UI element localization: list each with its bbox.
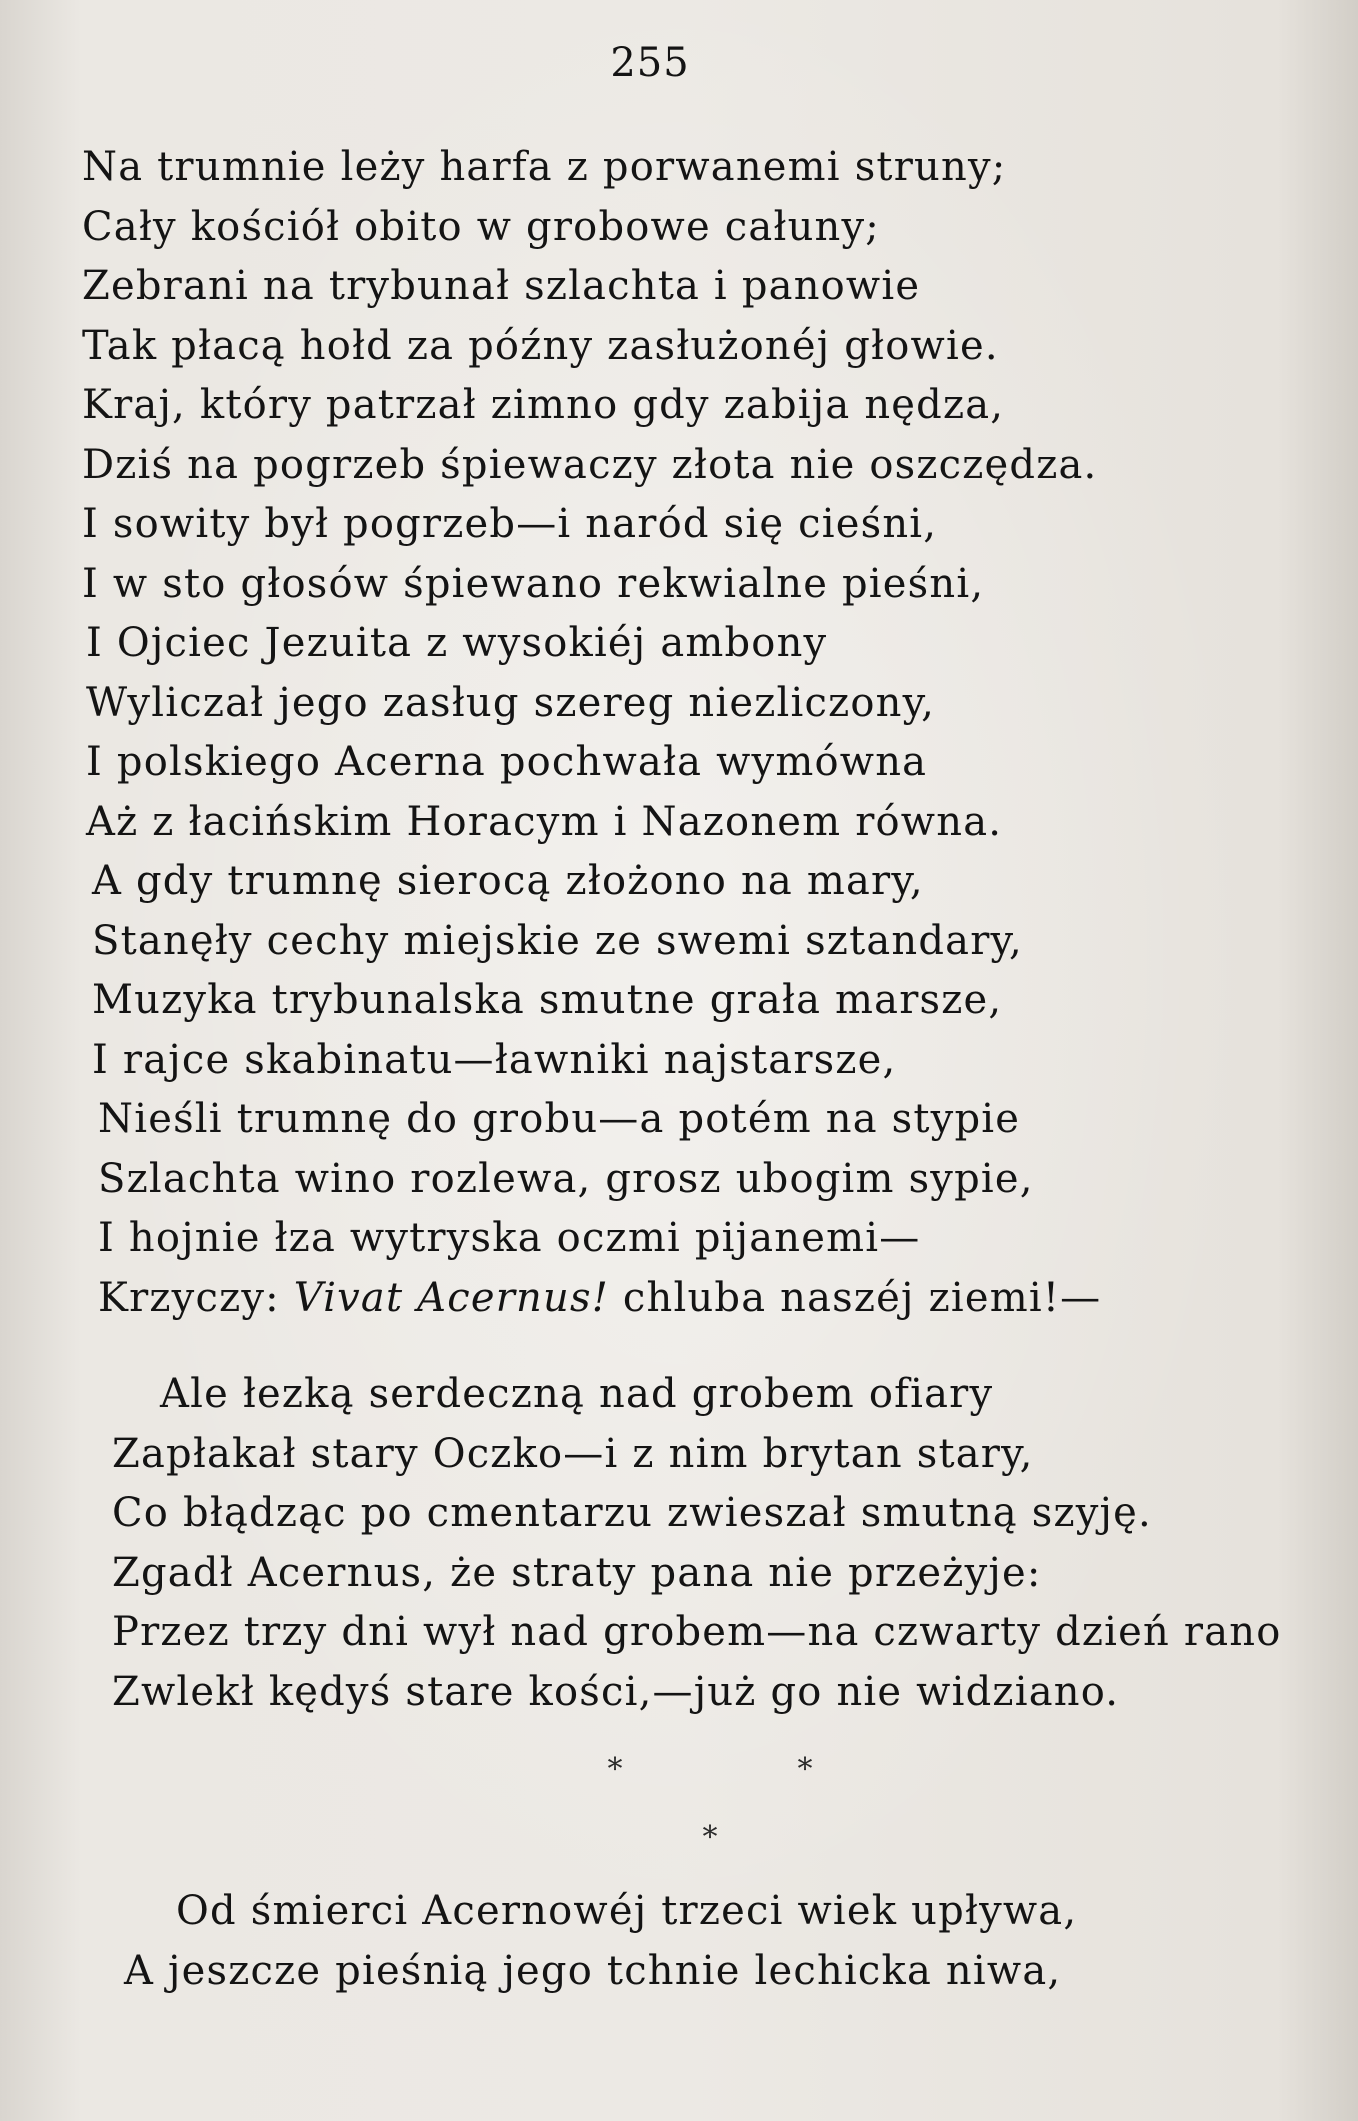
verse-line-with-italic	[98, 1269, 1101, 1329]
verse-line: Wyliczał jego zasług szereg niezliczony,	[86, 679, 935, 726]
stanza-3	[124, 1882, 1077, 2001]
asterisk: *	[797, 1752, 813, 1787]
verse-line: Cały kościół obito w grobowe całuny;	[82, 203, 880, 250]
verse-line: A jeszcze pieśnią jego tchnie lechicka niwa,	[124, 1947, 1062, 1994]
italic-latin-phrase: Vivat Acernus!	[293, 1274, 609, 1321]
verse-line: I w sto głosów śpiewano rekwialne pieśni,	[82, 560, 985, 607]
verse-text: chluba naszéj ziemi!—	[608, 1274, 1102, 1321]
verse-line: I sowity był pogrzeb—i naród się cieśni,	[82, 501, 938, 547]
verse-text: Krzyczy:	[98, 1274, 294, 1321]
verse-line: I rajce skabinatu—ławniki najstarsze,	[92, 1036, 897, 1083]
verse-line: Przez trzy dni wył nad grobem—na czwarty dzień rano	[112, 1609, 1282, 1655]
verse-line: I hojnie łza wytryska oczmi pijanemi—	[98, 1215, 921, 1261]
verse-line: Kraj, który patrzał zimno gdy zabija nędza,	[82, 382, 1005, 428]
verse-line: Dziś na pogrzeb śpiewaczy złota nie oszczędza.	[82, 441, 1098, 488]
verse-line: Tak płacą hołd za późny zasłużonéj głowie.	[82, 322, 999, 369]
verse-line: Zgadł Acernus, że straty pana nie przeżyje:	[112, 1549, 1042, 1596]
verse-line: Na trumnie leży harfa z porwanemi struny;	[82, 144, 1007, 190]
verse-line: Od śmierci Acernowéj trzeci wiek upływa,	[176, 1888, 1078, 1934]
verse-line: Ale łezką serdeczną nad grobem ofiary	[160, 1371, 994, 1417]
stanza-2	[112, 1365, 1282, 1722]
verse-line: Szlachta wino rozlewa, grosz ubogim sypie,	[98, 1155, 1034, 1202]
verse-line: A gdy trumnę sierocą złożono na mary,	[92, 858, 924, 904]
verse-line: Muzyka trybunalska smutne grała marsze,	[92, 977, 1003, 1023]
verse-line: Zebrani na trybunał szlachta i panowie	[82, 263, 921, 309]
verse-line: Nieśli trumnę do grobu—a potém na stypie	[98, 1096, 1021, 1142]
verse-line: Aż z łacińskim Horacym i Nazonem równa.	[86, 798, 1003, 845]
stanza-1	[82, 138, 1101, 1328]
verse-line: I polskiego Acerna pochwała wymówna	[86, 739, 928, 785]
asterisk: *	[702, 1820, 718, 1855]
asterism-bottom	[10, 1820, 1358, 1855]
verse-line: Zwlekł kędyś stare kości,—już go nie widziano.	[112, 1668, 1120, 1715]
verse-line: Stanęły cechy miejskie ze swemi sztandary,	[92, 917, 1023, 964]
verse-line: I Ojciec Jezuita z wysokiéj ambony	[86, 620, 828, 666]
asterism-top	[10, 1752, 1358, 1787]
asterisk: *	[607, 1752, 623, 1787]
page-number: 255	[610, 40, 690, 86]
verse-line: Co błądząc po cmentarzu zwieszał smutną szyję.	[112, 1490, 1152, 1536]
verse-line: Zapłakał stary Oczko—i z nim brytan stary,	[112, 1430, 1034, 1477]
